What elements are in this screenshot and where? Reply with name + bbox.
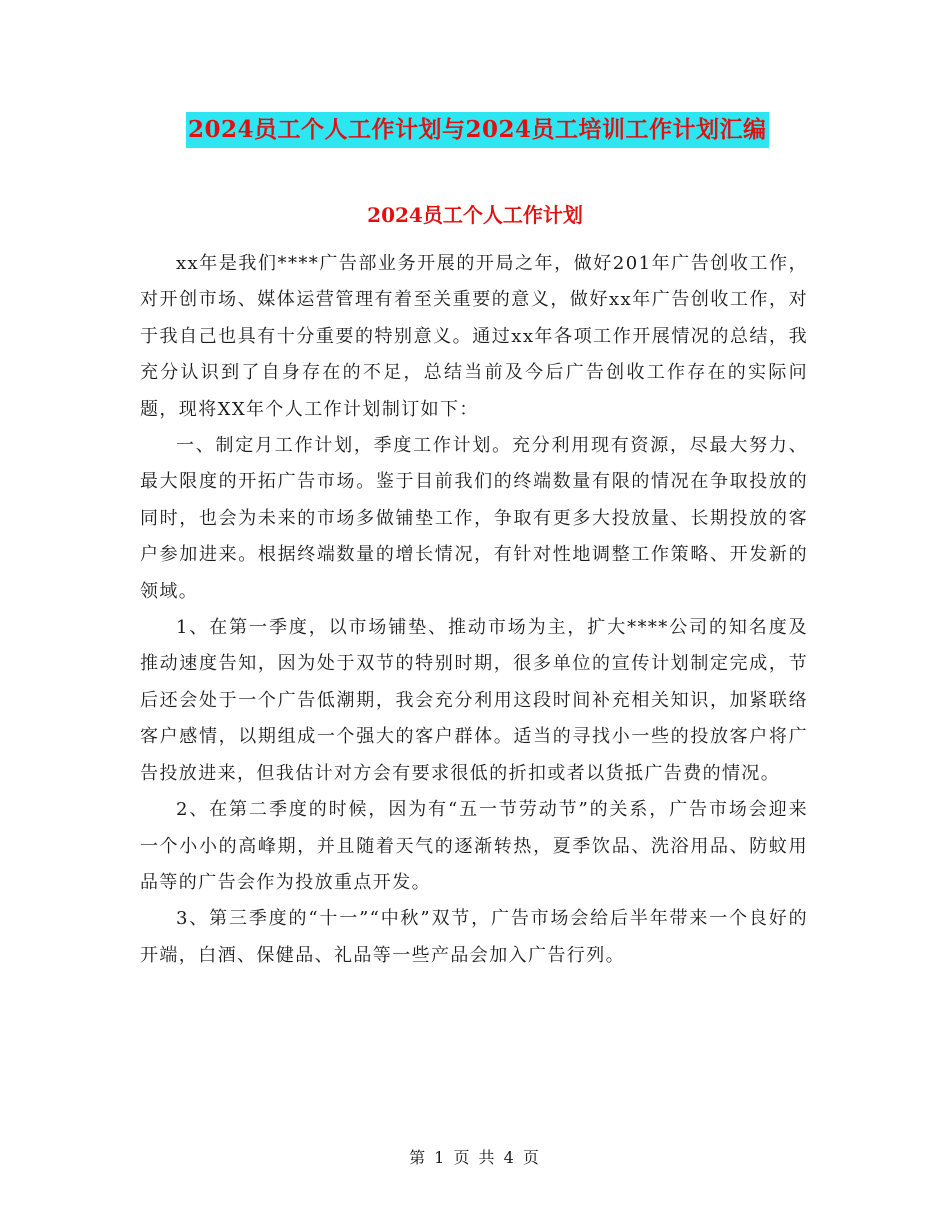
document-main-title: 2024员工个人工作计划与2024员工培训工作计划汇编 <box>186 112 769 148</box>
paragraph-section-one: 一、制定月工作计划，季度工作计划。充分利用现有资源，尽最大努力、最大限度的开拓广告市场。鉴于目前我们的终端数量有限的情况在争取投放的同时，也会为未来的市场多做铺垫工作，争取有更多大投放量、长期投放的客户参加进来。根据终端数量的增长情况，有针对性地调整工作策略、开发新的领域。 <box>140 435 808 602</box>
paragraph-quarter-three: 3、第三季度的“十一”“中秋”双节，广告市场会给后半年带来一个良好的开端，白酒、保健品、礼品等一些产品会加入广告行列。 <box>140 908 808 966</box>
paragraph-quarter-two: 2、在第二季度的时候，因为有“五一节劳动节”的关系，广告市场会迎来一个小小的高峰期，并且随着天气的逐渐转热，夏季饮品、洗浴用品、防蚊用品等的广告会作为投放重点开发。 <box>140 799 808 893</box>
paragraph-intro: xx年是我们****广告部业务开展的开局之年，做好201年广告创收工作，对开创市场、媒体运营管理有着至关重要的意义，做好xx年广告创收工作，对于我自己也具有十分重要的特别意义。通过xx年各项工作开展情况的总结，我充分认识到了自身存在的不足，总结当前及今后广告创收工作存在的实际问题，现将XX年个人工作计划制订如下： <box>140 253 808 420</box>
page-footer: 第 1 页 共 4 页 <box>409 1148 541 1167</box>
body-text <box>140 246 808 974</box>
paragraph-quarter-one: 1、在第一季度，以市场铺垫、推动市场为主，扩大****公司的知名度及推动速度告知，因为处于双节的特别时期，很多单位的宣传计划制定完成，节后还会处于一个广告低潮期，我会充分利用这段时间补充相关知识，加紧联络客户感情，以期组成一个强大的客户群体。适当的寻找小一些的投放客户将广告投放进来，但我估计对方会有要求很低的折扣或者以货抵广告费的情况。 <box>140 617 808 784</box>
section-title: 2024员工个人工作计划 <box>367 203 583 227</box>
